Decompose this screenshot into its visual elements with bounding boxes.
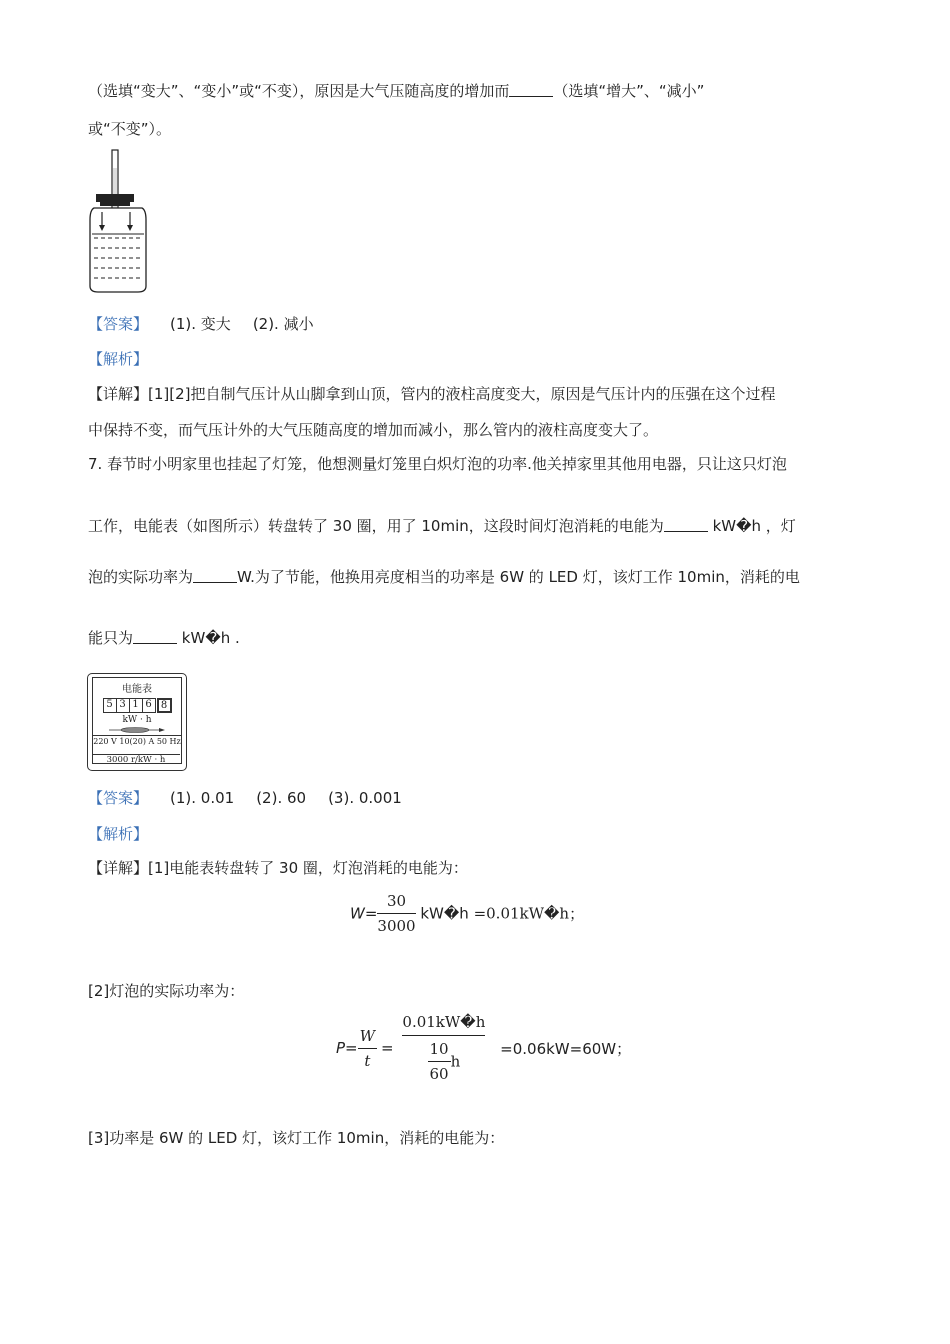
q7-text: 工作，电能表（如图所示）转盘转了 30 圈，用了 10min，这段时间灯泡消耗的电能为 bbox=[88, 517, 664, 535]
q7-step-3: [3]功率是 6W 的 LED 灯，该灯工作 10min，消耗的电能为： bbox=[88, 1129, 505, 1147]
eq-rhs: =0.06kW=60W； bbox=[500, 1039, 632, 1058]
unit-hour: h bbox=[450, 1052, 461, 1071]
q6-text: （选填“变大”、“变小”或“不变），原因是大气压随高度的增加而 bbox=[88, 82, 510, 100]
q7-text: ，灯 bbox=[765, 517, 796, 535]
q7-text: . bbox=[234, 629, 240, 647]
eq-equals: = bbox=[381, 1039, 394, 1057]
q7-line-3 bbox=[88, 566, 800, 587]
fraction-denominator: t bbox=[364, 1051, 371, 1070]
equation-power bbox=[336, 1013, 631, 1083]
q7-line-2 bbox=[88, 515, 796, 536]
answer-item: (1). 变大 bbox=[170, 315, 231, 333]
meter-panel bbox=[92, 677, 182, 764]
q7-answer bbox=[88, 787, 402, 808]
q6-answer bbox=[88, 313, 314, 334]
q7-text: 泡的实际功率为 bbox=[88, 568, 194, 586]
fraction-numerator: 0.01kW�h bbox=[402, 1013, 485, 1036]
unit-text: kW�h bbox=[181, 629, 231, 647]
fraction-numerator: 30 bbox=[377, 892, 415, 914]
q6-detail-1 bbox=[88, 383, 776, 404]
answer-item: (1). 0.01 bbox=[170, 789, 235, 807]
electricity-meter bbox=[87, 673, 187, 771]
q6-line-2: 或“不变”）。 bbox=[88, 120, 172, 138]
q6-detail-2: 中保持不变，而气压计外的大气压随高度的增加而减小，那么管内的液柱高度变大了。 bbox=[88, 421, 659, 439]
answer-tag: 【答案】 bbox=[88, 789, 149, 807]
fraction-denominator: 60 bbox=[429, 1065, 449, 1083]
answer-blank bbox=[509, 82, 553, 97]
eq-lhs: P= bbox=[336, 1039, 358, 1057]
q7-line-1: 7. 春节时小明家里也挂起了灯笼，他想测量灯笼里白炽灯泡的功率.他关掉家里其他用电器，只让这只灯泡 bbox=[88, 455, 787, 473]
meter-unit: kW · h bbox=[122, 715, 152, 725]
fraction-denominator: 3000 bbox=[377, 917, 416, 935]
detail-label: 【详解】 bbox=[88, 859, 149, 877]
eq-rhs: =0.01kW�h bbox=[473, 904, 570, 923]
meter-rating: 220 V 10(20) A 50 Hz bbox=[93, 737, 181, 746]
meter-digits bbox=[93, 698, 181, 713]
q7-analysis-tag: 【解析】 bbox=[88, 825, 149, 843]
meter-digit: 5 bbox=[103, 698, 117, 713]
q7-text: W.为了节能，他换用亮度相当的功率是 6W 的 LED 灯，该灯工作 10min，消耗的电 bbox=[237, 568, 800, 586]
eq-unit: kW�h bbox=[420, 904, 469, 923]
meter-disc-icon bbox=[93, 725, 179, 735]
q7-detail-1 bbox=[88, 857, 468, 878]
meter-digit: 8 bbox=[157, 698, 172, 713]
unit-text: kW�h bbox=[712, 517, 761, 535]
answer-item: (3). 0.001 bbox=[328, 789, 402, 807]
answer-tag: 【答案】 bbox=[88, 315, 149, 333]
answer-blank bbox=[664, 517, 708, 532]
meter-digit: 1 bbox=[130, 698, 143, 713]
q7-step-2: [2]灯泡的实际功率为： bbox=[88, 982, 245, 1000]
detail-label: 【详解】 bbox=[88, 385, 149, 403]
fraction-denominator bbox=[402, 1036, 485, 1083]
fraction-w-over-t bbox=[358, 1027, 377, 1070]
eq-end: ； bbox=[569, 905, 585, 923]
q6-analysis-tag: 【解析】 bbox=[88, 350, 149, 368]
answer-item: (2). 60 bbox=[256, 789, 307, 807]
meter-digit: 3 bbox=[117, 698, 130, 713]
fraction-numerator: 10 bbox=[428, 1040, 451, 1062]
meter-digit: 6 bbox=[143, 698, 156, 713]
q7-line-4 bbox=[88, 627, 240, 648]
detail-text: [1]电能表转盘转了 30 圈，灯泡消耗的电能为： bbox=[148, 859, 468, 877]
fraction-numerator: W bbox=[358, 1027, 377, 1049]
fraction-minutes bbox=[428, 1040, 451, 1083]
q7-text: 能只为 bbox=[88, 629, 134, 647]
answer-blank bbox=[193, 568, 237, 583]
meter-constant: 3000 r/kW · h bbox=[92, 754, 180, 765]
detail-text: [1][2]把自制气压计从山脚拿到山顶，管内的液柱高度变大，原因是气压计内的压强在这个过程 bbox=[148, 385, 776, 403]
barometer-figure bbox=[86, 148, 150, 296]
eq-lhs: W= bbox=[350, 904, 378, 923]
q6-text: （选填“增大”、“减小” bbox=[553, 82, 705, 100]
fraction-energy-over-time bbox=[402, 1013, 485, 1083]
answer-item: (2). 减小 bbox=[252, 315, 314, 333]
q6-line-1 bbox=[88, 80, 704, 101]
meter-title: 电能表 bbox=[122, 684, 152, 695]
equation-energy bbox=[350, 892, 584, 935]
fraction bbox=[377, 892, 415, 935]
answer-blank bbox=[133, 629, 177, 644]
